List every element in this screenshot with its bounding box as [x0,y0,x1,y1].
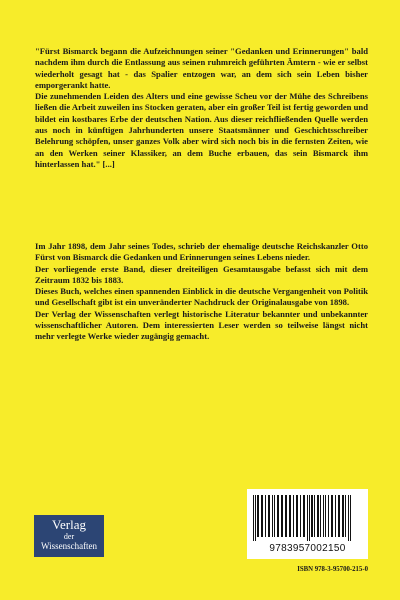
barcode-bar [311,495,313,537]
barcode-bars [252,495,363,541]
barcode [247,489,368,559]
description-paragraph-3: Dieses Buch, welches einen spannenden Einblick in die deutsche Vergangenheit von Politik und Gesellschaft gibt ist ein unveränderter Nachdruck der Originalausgabe von 1898. [35,286,368,308]
barcode-bar [328,495,329,537]
barcode-bar [293,495,294,537]
barcode-bar [281,495,283,537]
barcode-bar [317,495,319,537]
publisher-logo-line-3: Wissenschaften [40,541,98,551]
barcode-bar [300,495,301,537]
isbn-label: ISBN 978-3-95700-215-0 [297,566,368,573]
barcode-bar [285,495,287,537]
barcode-bar [309,495,310,541]
barcode-bar [277,495,279,537]
barcode-bar [331,495,333,537]
barcode-bar [350,495,351,541]
barcode-bar [335,495,336,537]
barcode-bar [268,495,270,537]
publisher-logo [34,515,104,557]
back-cover-description [35,241,368,343]
publisher-logo-line-2: der [63,532,75,541]
barcode-bar [257,495,259,537]
barcode-bar [320,495,321,537]
barcode-bar [323,495,324,537]
barcode-bar [348,495,349,541]
barcode-bar [261,495,263,537]
barcode-bar [338,495,340,537]
barcode-bar [314,495,315,537]
barcode-bar [345,495,346,537]
description-paragraph-2: Der vorliegende erste Band, dieser dreiteiligen Gesamtausgabe befasst sich mit dem Zeitraum 1832 bis 1883. [35,263,368,285]
quote-paragraph-2: Die zunehmenden Leiden des Alters und eine gewisse Scheu vor der Mühe des Schreibens ließen die Arbeit zuweilen ins Stocken geraten, aber ein großer Teil ist fertig geworden und bildet ein kostbares Erbe der deutschen Nation. Aus dieser reichfließenden Quelle werden aus noch in künftigen Jahrhunderten unsere Staatsmänner und Geschichtsschreiber Belehrung schöpfen, unser ganzes Volk aber wird sich noch bis in die fernsten Zeiten, wie an den Werken seiner Klassiker, an dem Buche erbauen, das sein Bismarck ihm hinterlassen hat." [...] [35,91,368,169]
barcode-bar [296,495,298,537]
description-paragraph-4: Der Verlag der Wissenschaften verlegt historische Literatur bekannter und unbekannter wissenschaftlicher Autoren. Dem interessierten Leser werden so teilweise längst nicht mehr verlegte Werke wieder zugängig gemacht. [35,308,368,342]
quote-paragraph-1: "Fürst Bismarck begann die Aufzeichnungen seiner "Gedanken und Erinnerungen" bald nachdem ihm durch die Entlassung aus seinen ruhmreich geführten Ämtern - wie er selbst wiederholt gesagt hat - das Spalier entzogen war, an dem sich sein Leben bisher emporgerankt hatte. [35,46,368,90]
barcode-bar [255,495,256,541]
barcode-bar [325,495,326,537]
description-paragraph-1: Im Jahr 1898, dem Jahr seines Todes, schrieb der ehemalige deutsche Reichskanzler Otto Fürst von Bismarck die Gedanken und Erinnerungen seines Lebens nieder. [35,241,368,263]
back-cover-quote [35,46,368,170]
barcode-bar [303,495,305,537]
barcode-number: 9783957002150 [269,543,346,554]
barcode-bar [342,495,344,537]
barcode-bar [289,495,291,537]
barcode-bar [253,495,254,541]
barcode-bar [272,495,273,537]
barcode-bar [307,495,308,541]
publisher-logo-line-1: Verlag [52,517,86,532]
barcode-bar [274,495,275,537]
barcode-bar [265,495,266,537]
